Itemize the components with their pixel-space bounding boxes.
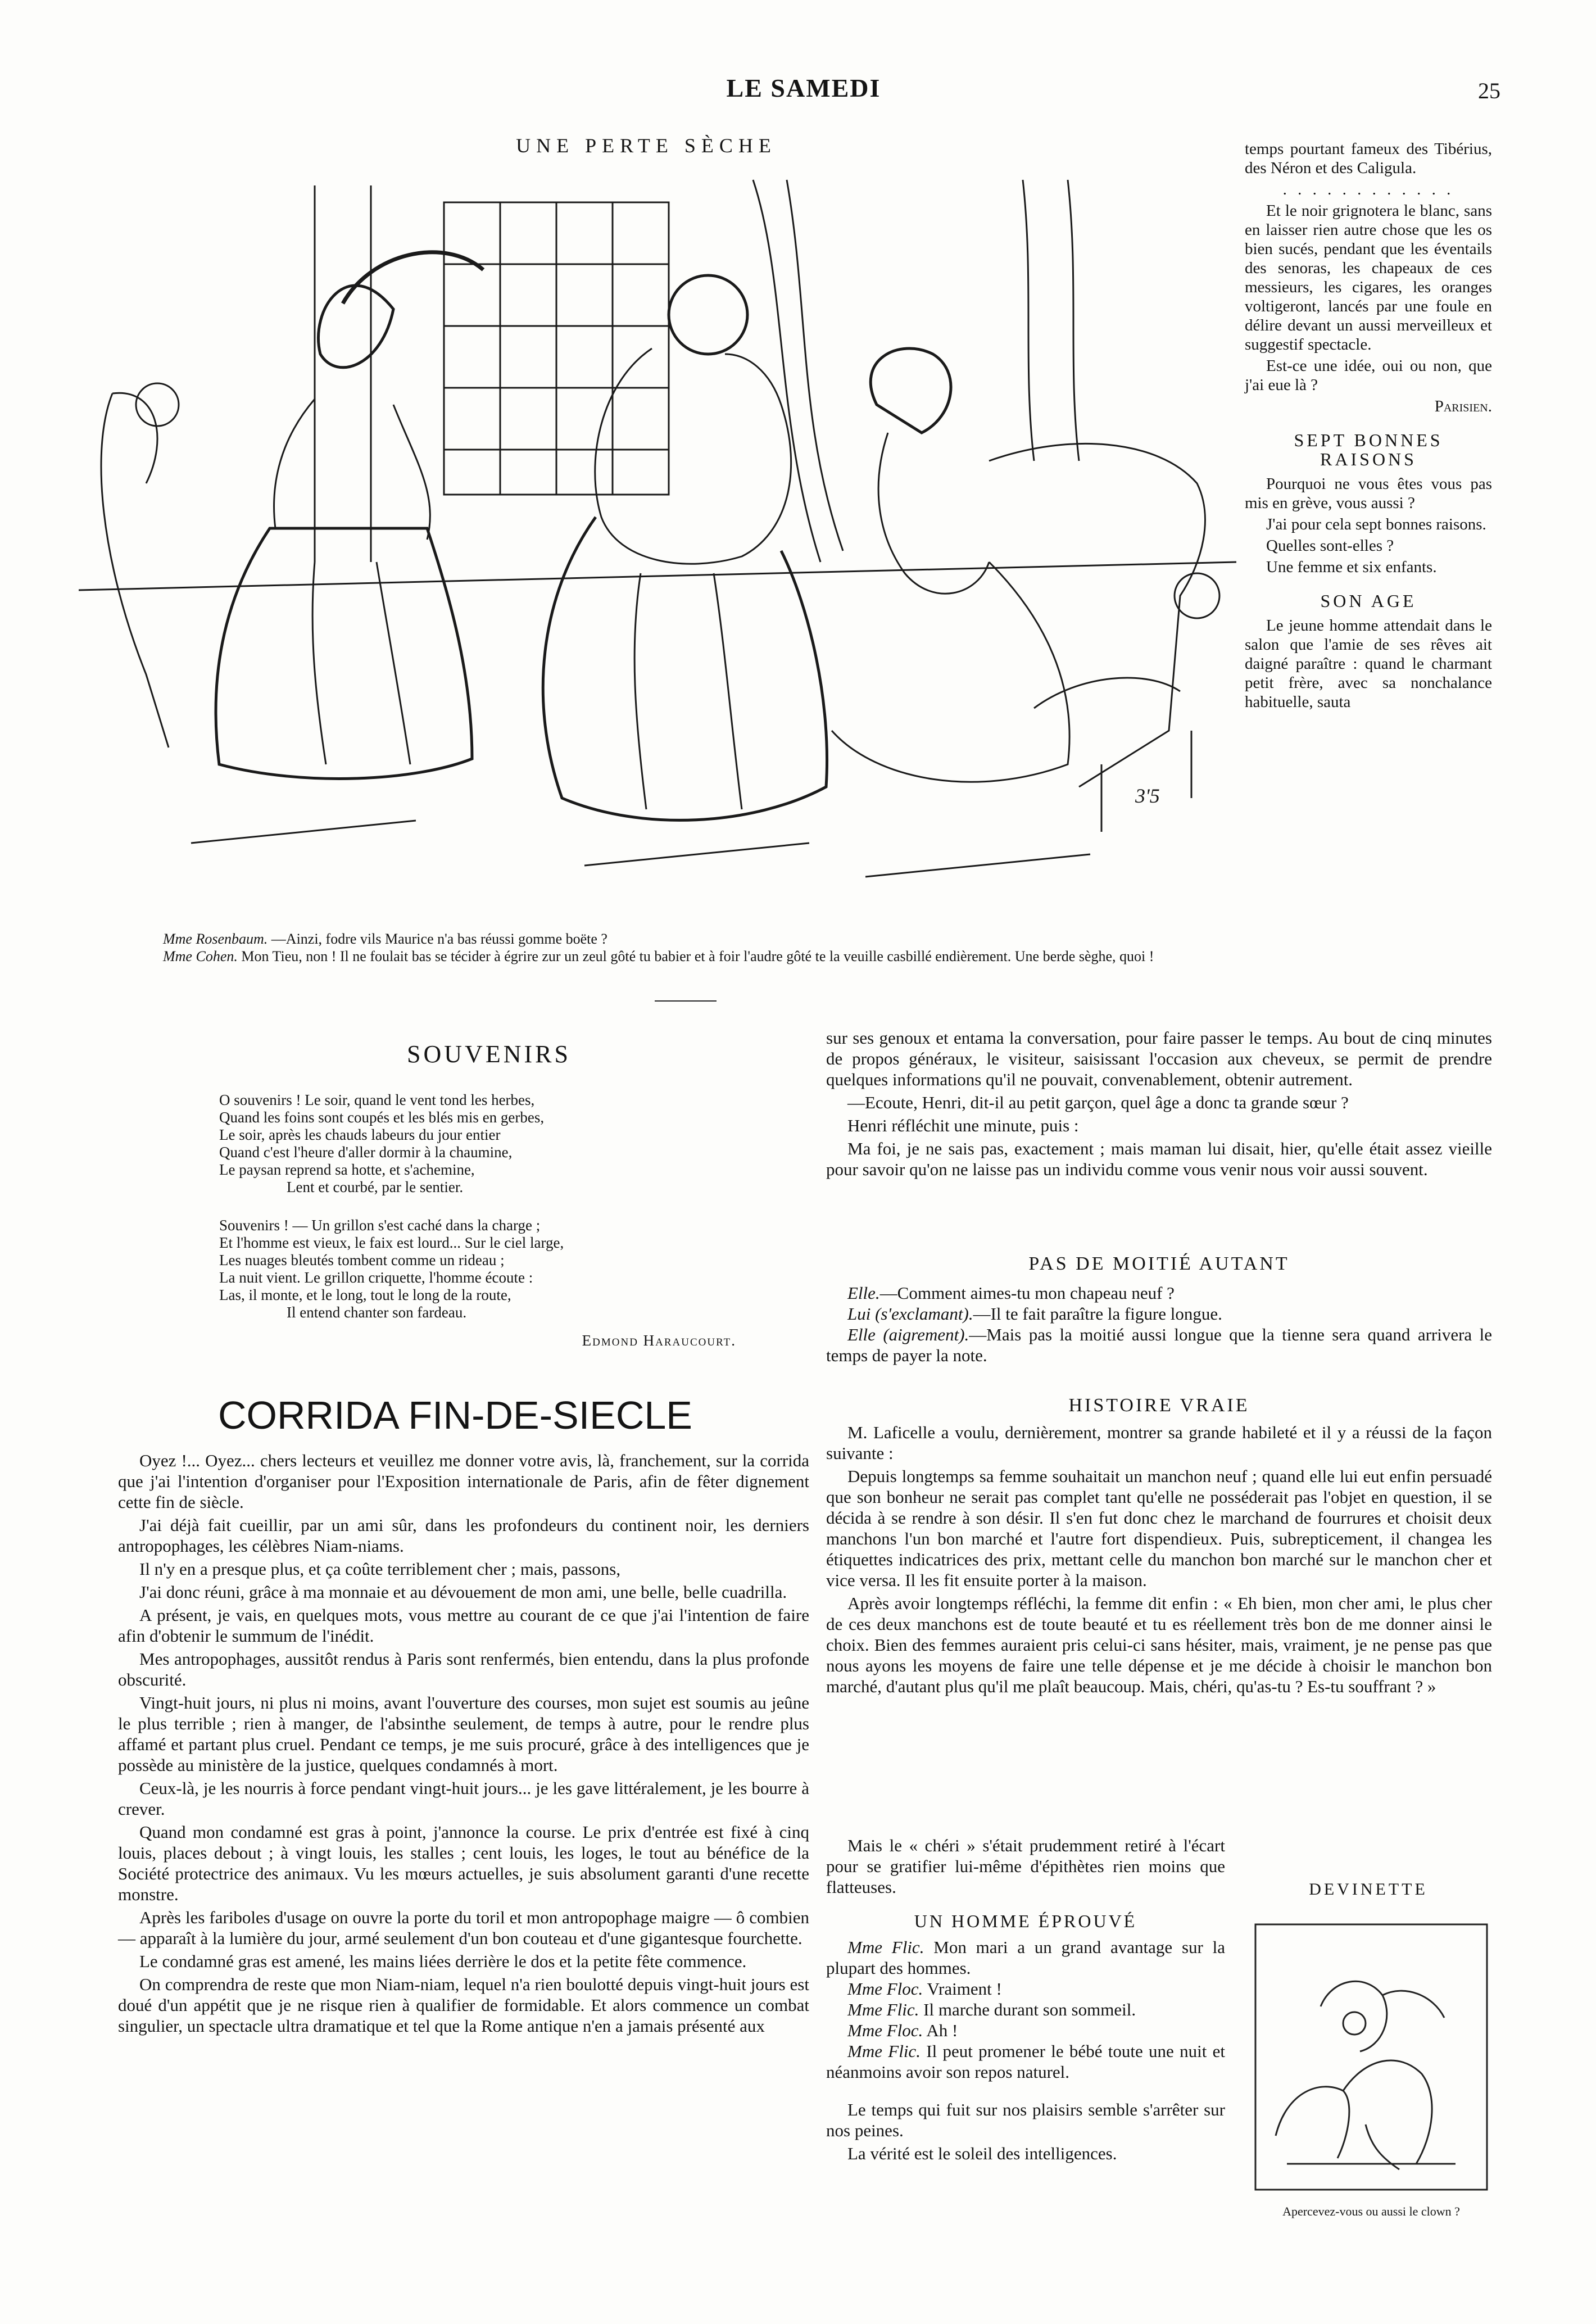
pas-de-moitie-dialogue [826, 1283, 1492, 1366]
sept-paragraph: Une femme et six enfants. [1266, 558, 1437, 576]
corrida-paragraph: Oyez !... Oyez... chers lecteurs et veuillez me donner votre avis, là, franchement, sur la corrida que j'ai l'intention d'organiser pour l'Exposition internationale de Paris, afin de fêter dignement cette fin de siècle. [118, 1451, 809, 1512]
dialogue-line: Mon mari a un grand avantage sur la plupart des hommes. [826, 1937, 1226, 1978]
page-number: 25 [1478, 78, 1500, 103]
homme-eprouve-dialogue [826, 1937, 1225, 2166]
poem-line: Lent et courbé, par le sentier. [287, 1179, 464, 1195]
dialogue-line: Il marche durant son sommeil. [923, 2000, 1136, 2019]
histoire-vraie-title: HISTOIRE VRAIE [1068, 1395, 1250, 1416]
caption-divider [655, 1000, 717, 1002]
right-paragraph: Est-ce une idée, oui ou non, que j'ai eue là ? [1245, 357, 1492, 394]
corrida-paragraph: Vingt-huit jours, ni plus ni moins, avant l'ouverture des courses, mon sujet est soumis au jeûne le plus terrible ; rien à manger, de l'absinthe seulement, de temps à autre, pour le rendre plus affamé et partant plus cruel. Pendant ce temps, je me suis procuré, grâce à des intelligences que je possède au ministère de la justice, quelques condamnés à mort. [118, 1693, 809, 1775]
dialogue-line: Vraiment ! [927, 1979, 1002, 1999]
sept-paragraph: Quelles sont-elles ? [1266, 537, 1394, 555]
dialogue-speaker: Mme Flic. [847, 1937, 924, 1957]
corrida-paragraph: Après les fariboles d'usage on ouvre la porte du toril et mon antropophage maigre — ô combien — apparaît à la lumière du jour, armé seulement d'un bon couteau et d'une gigantesque fourchette. [118, 1908, 809, 1948]
corrida-body [118, 1450, 809, 2038]
caption-speaker: Mme Cohen. [163, 948, 238, 964]
right-intro: temps pourtant fameux des Tibérius, des Néron et des Caligula. [1245, 140, 1492, 177]
poem-line: Souvenirs ! — Un grillon s'est caché dans la charge ; [219, 1217, 541, 1234]
souvenirs-stanza-2 [219, 1217, 736, 1321]
corrida-paragraph: Le condamné gras est amené, les mains liées derrière le dos et la petite fête commence. [139, 1951, 747, 1971]
corrida-title: CORRIDA FIN-DE-SIECLE [218, 1393, 692, 1437]
souvenirs-author: Edmond Haraucourt. [582, 1332, 736, 1349]
histoire-paragraph: Après avoir longtemps réfléchi, la femme dit enfin : « Eh bien, mon cher ami, le plus cher de ces deux manchons est de toute beauté et tu es réellement très bon de me donner ainsi le choix. Bien des femmes auraient pris celui-ci sans hésiter, mais, vraiment, je ne pense pas que nous ayons les moyens de faire une telle dépense et je me décide à choisir le manchon bon marché, d'autant plus qu'il me plaît beaucoup. Mais, chéri, qu'as-tu ? Es-tu souffrant ? » [826, 1593, 1492, 1696]
right-signature: Parisien. [1434, 397, 1492, 415]
poem-line: O souvenirs ! Le soir, quand le vent tond les herbes, [219, 1091, 535, 1108]
poem-line: Quand les foins sont coupés et les blés mis en gerbes, [219, 1109, 545, 1126]
devinette-illustration [1253, 1922, 1489, 2192]
caption-line: Mon Tieu, non ! Il ne foulait bas se técider à égrire zur un zeul gôté tu babier et à foir l'audre gôté te la veuille casbillé endièrement. Une berde sèghe, quoi ! [241, 948, 1154, 964]
histoire-paragraph: Depuis longtemps sa femme souhaitait un manchon neuf ; quand elle lui eut enfin persuadé que son bonheur ne serait pas complet tant qu'elle ne posséderait pas l'objet en question, il se décida à se rendre à son désir. Il s'en fut donc chez le marchand de fourrures et choisit deux manchons l'un bon marché et l'autre fort dispendieux. Puis, subrepticement, il changea les étiquettes indicatrices des prix, mettant celle du manchon bon marché sur le manchon cher et vice versa. Il les fit ensuite porter à la maison. [826, 1466, 1492, 1590]
middle-story [826, 1027, 1492, 1182]
poem-line: Il entend chanter son fardeau. [287, 1304, 467, 1321]
caption-line: —Ainzi, fodre vils Maurice n'a bas réussi gomme boëte ? [271, 931, 607, 947]
corrida-paragraph: Il n'y en a presque plus, et ça coûte terriblement cher ; mais, passons, [139, 1559, 621, 1579]
dialogue-line: —Comment aimes-tu mon chapeau neuf ? [879, 1283, 1175, 1303]
corrida-paragraph: On comprendra de reste que mon Niam-niam, lequel n'a rien boulotté depuis vingt-huit jours est doué d'un appétit que je ne risque rien à qualifier de formidable. Et alors commence un combat singulier, un spectacle ultra dramatique et tel que la Rome antique n'en a jamais présenté aux [118, 1974, 809, 2036]
dialogue-speaker: Lui (s'exclamant). [847, 1304, 973, 1324]
poem-line: Quand c'est l'heure d'aller dormir à la chaumine, [219, 1144, 513, 1161]
poem-line: Le soir, après les chauds labeurs du jour entier [219, 1126, 501, 1143]
illustration-signature: 3'5 [1135, 785, 1160, 807]
main-illustration [79, 169, 1236, 910]
poem-line: Le paysan reprend sa hotte, et s'achemine, [219, 1161, 475, 1178]
header-title: LE SAMEDI [726, 74, 881, 102]
dialogue-speaker: Elle. [847, 1283, 880, 1303]
sept-paragraph: Pourquoi ne vous êtes vous pas mis en grève, vous aussi ? [1245, 475, 1492, 512]
dialogue-line: Il peut promener le bébé toute une nuit et néanmoins avoir son repos naturel. [826, 2041, 1226, 2082]
illustration-title: UNE PERTE SÈCHE [516, 134, 777, 157]
sept-title: SEPT BONNES RAISONS [1294, 430, 1443, 469]
poem-line: Et l'homme est vieux, le faix est lourd... Sur le ciel large, [219, 1234, 564, 1251]
right-column [1245, 139, 1492, 714]
corrida-paragraph: J'ai déjà fait cueillir, par un ami sûr, dans les profondeurs du continent noir, les derniers antropophages, les célèbres Niam-niams. [118, 1515, 809, 1556]
corrida-paragraph: Quand mon condamné est gras à point, j'annonce la course. Le prix d'entrée est fixé à cinq louis, places debout ; à vingt louis, les stalles ; cent louis, les loges, le tout au bénéfice de la Société protectrice des animaux. Vu les mœurs actuelles, je suis absolument garanti d'une recette monstre. [118, 1822, 809, 1904]
pas-de-moitie-title: PAS DE MOITIÉ AUTANT [1028, 1253, 1290, 1274]
dots-separator: . . . . . . . . . . . . [1282, 180, 1454, 198]
right-paragraph: Et le noir grignotera le blanc, sans en laisser rien autre chose que les os bien sucés, pendant que les éventails des senoras, les chapeaux de ces messieurs, les cigares, les oranges voltigeront, lancés par une foule en délire devant un aussi merveilleux et suggestif spectacle. [1245, 202, 1492, 354]
story-paragraph: Henri réfléchit une minute, puis : [847, 1116, 1079, 1135]
souvenirs-stanza-1 [219, 1091, 736, 1196]
corrida-paragraph: Mes antropophages, aussitôt rendus à Paris sont renfermés, bien entendu, dans la plus profonde obscurité. [118, 1649, 809, 1689]
dialogue-speaker: Mme Flic. [847, 2041, 921, 2061]
dialogue-speaker: Mme Floc. [847, 1979, 923, 1999]
poem-line: Las, il monte, et le long, tout le long de la route, [219, 1286, 511, 1303]
poem-line: La nuit vient. Le grillon criquette, l'homme écoute : [219, 1269, 533, 1286]
dialogue-speaker: Mme Floc. [847, 2021, 923, 2040]
histoire-vraie-body [826, 1422, 1492, 1699]
story-paragraph: sur ses genoux et entama la conversation, pour faire passer le temps. Au bout de cinq minutes de propos généraux, le visiteur, saisissant l'occasion aux cheveux, se permit de prendre quelques informations qu'il ne pouvait, convenablement, obtenir autrement. [826, 1028, 1492, 1089]
devinette-caption: Apercevez-vous ou aussi le clown ? [1282, 2204, 1460, 2218]
dialogue-speaker: Mme Flic. [847, 2000, 919, 2019]
dialogue-line: —Il te fait paraître la figure longue. [973, 1304, 1222, 1324]
dialogue-line: Ah ! [926, 2021, 958, 2040]
poem-line: Les nuages bleutés tombent comme un rideau ; [219, 1252, 505, 1269]
age-title: SON AGE [1320, 591, 1417, 611]
corrida-paragraph: Ceux-là, je les nourris à force pendant vingt-huit jours... je les gave littéralement, je les bourre à crever. [118, 1778, 809, 1819]
corrida-paragraph: J'ai donc réuni, grâce à ma monnaie et au dévouement de mon ami, une belle, belle cuadrilla. [139, 1582, 787, 1602]
age-paragraph: Le jeune homme attendait dans le salon que l'amie de ses rêves ait daigné paraître : quand le charmant petit frère, avec sa nonchalance habituelle, sauta [1245, 617, 1492, 711]
maxim: Le temps qui fuit sur nos plaisirs semble s'arrêter sur nos peines. [826, 2100, 1225, 2140]
histoire-paragraph: M. Laficelle a voulu, dernièrement, montrer sa grande habileté et il y a réussi de la façon suivante : [826, 1423, 1492, 1463]
maxim: La vérité est le soleil des intelligences. [847, 2144, 1117, 2163]
corrida-paragraph: A présent, je vais, en quelques mots, vous mettre au courant de ce que j'ai l'intention de faire afin d'obtenir le summum de l'inédit. [118, 1605, 809, 1646]
histoire-vraie-end [826, 1835, 1225, 1900]
sept-paragraph: J'ai pour cela sept bonnes raisons. [1266, 515, 1486, 533]
homme-eprouve-title: UN HOMME ÉPROUVÉ [914, 1911, 1137, 1931]
histoire-paragraph: Mais le « chéri » s'était prudemment retiré à l'écart pour se gratifier lui-même d'épithètes rien moins que flatteuses. [826, 1836, 1225, 1897]
souvenirs-title: SOUVENIRS [407, 1040, 571, 1068]
dialogue-line: —Mais pas la moitié aussi longue que la tienne sera quand arrivera le temps de payer la note. [826, 1325, 1492, 1365]
devinette-title: DEVINETTE [1309, 1880, 1428, 1899]
story-paragraph: Ma foi, je ne sais pas, exactement ; mais maman lui disait, hier, qu'elle était assez vieille pour savoir qu'on ne laisse pas un individu comme vous venir nous voir aussi souvent. [826, 1139, 1492, 1179]
illustration-caption [163, 930, 1197, 965]
story-paragraph: —Ecoute, Henri, dit-il au petit garçon, quel âge a donc ta grande sœur ? [847, 1093, 1349, 1112]
caption-speaker: Mme Rosenbaum. [163, 931, 268, 947]
dialogue-speaker: Elle (aigrement). [847, 1325, 969, 1344]
